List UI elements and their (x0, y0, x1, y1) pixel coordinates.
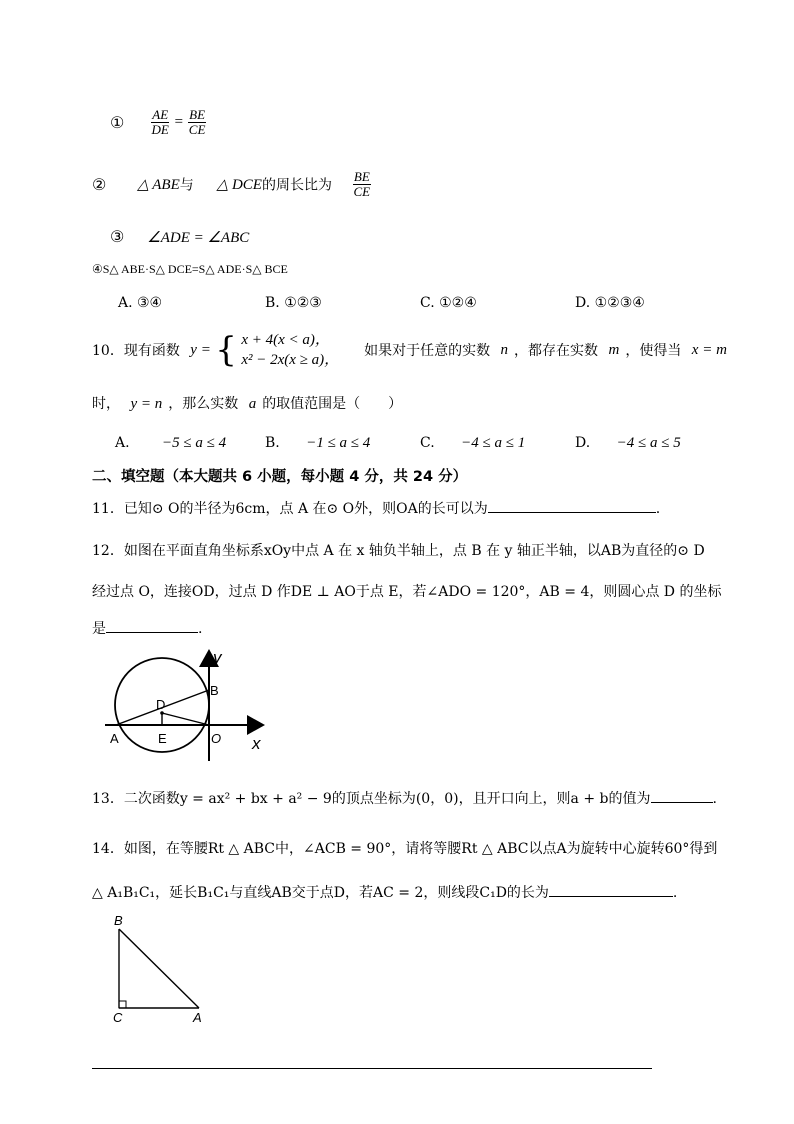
fraction-be-ce-2: $\frac{BE}{CE}$ (353, 169, 371, 199)
q10-options: A. −5 ≤ a ≤ 4 (115, 435, 227, 451)
label-e: E (158, 731, 167, 746)
q10-line-2: 时， y = n ，那么实数 a 的取值范围是（ ） (92, 396, 403, 412)
q14-answer-blank[interactable] (549, 882, 673, 897)
fraction-ae-de: $\frac{AE}{DE}$ (151, 107, 169, 137)
statement-1: ① $\frac{AE}{DE}$ = $\frac{BE}{CE}$ (110, 107, 206, 137)
piecewise-brace: { (215, 330, 237, 370)
fraction-be-ce: $\frac{BE}{CE}$ (188, 107, 206, 137)
q9-option-b: B. ①②③ (265, 295, 322, 311)
figure-q12 (100, 643, 280, 768)
label-b: B (210, 683, 219, 698)
q9-option-c: C. ①②④ (420, 295, 477, 311)
statement-2: ② △ ABE与 △ DCE的周长比为 $\frac{BE}{CE}$ (92, 169, 371, 199)
piecewise-cases: x + 4(x < a)， x² − 2x(x ≥ a)， (241, 332, 340, 368)
q12-answer-blank[interactable] (106, 618, 198, 633)
footer-rule (92, 1068, 652, 1069)
segment-ab (119, 929, 199, 1008)
q9-option-d: D. ①②③④ (575, 295, 645, 311)
label-a: A (193, 1010, 202, 1025)
label-c: C (113, 1010, 123, 1025)
label-y: y (213, 648, 222, 667)
q12-line-1: 12．如图在平面直角坐标系xOy中点 A 在 x 轴负半轴上，点 B 在 y 轴正半轴，以AB为直径的⊙ D (92, 543, 705, 559)
statement-4: ④S△ ABE·S△ DCE=S△ ADE·S△ BCE (92, 262, 288, 276)
q9-option-a: A. ③④ (118, 295, 163, 311)
label-a: A (110, 731, 119, 746)
label-d: D (156, 697, 166, 712)
q13-answer-blank[interactable] (651, 788, 713, 803)
label-b: B (114, 913, 123, 928)
statement-1-number: ① (110, 113, 125, 132)
statement-3: ③ ∠ADE = ∠ABC (110, 227, 250, 246)
label-x: x (252, 734, 261, 753)
q13: 13．二次函数y = ax² + bx + a² − 9的顶点坐标为(0，0)，且开口向上，则a + b的值为 . (92, 788, 717, 808)
q10-line-1: 10．现有函数 y = { x + 4(x < a)， x² − 2x(x ≥ a)， 如果对于任意的实数 n ，都存在实数 m ，使得当 x = m (92, 330, 727, 370)
q14-line-2: △ A₁B₁C₁，延长B₁C₁与直线AB交于点D，若AC = 2，则线段C₁D的长为 . (92, 882, 677, 902)
statement-2-number: ② (92, 175, 107, 194)
figure-q14 (105, 912, 215, 1027)
q11: 11．已知⊙ O的半径为6cm，点 A 在⊙ O外，则OA的长可以为 . (92, 498, 660, 518)
q11-answer-blank[interactable] (488, 498, 656, 513)
statement-3-number: ③ (110, 227, 125, 246)
segment-od (162, 713, 209, 725)
q14-line-1: 14．如图，在等腰Rt △ ABC中，∠ACB = 90°，请将等腰Rt △ ABC以点A为旋转中心旋转60°得到 (92, 841, 718, 857)
q12-line-3: 是 . (92, 618, 202, 638)
section-2-title: 二、填空题（本大题共 6 小题，每小题 4 分，共 24 分） (92, 469, 468, 485)
q12-line-2: 经过点 O，连接OD，过点 D 作DE ⊥ AO于点 E，若∠ADO = 120°，AB = 4，则圆心点 D 的坐标 (92, 584, 722, 600)
right-angle-mark (119, 1001, 126, 1008)
label-o: O (211, 731, 222, 746)
